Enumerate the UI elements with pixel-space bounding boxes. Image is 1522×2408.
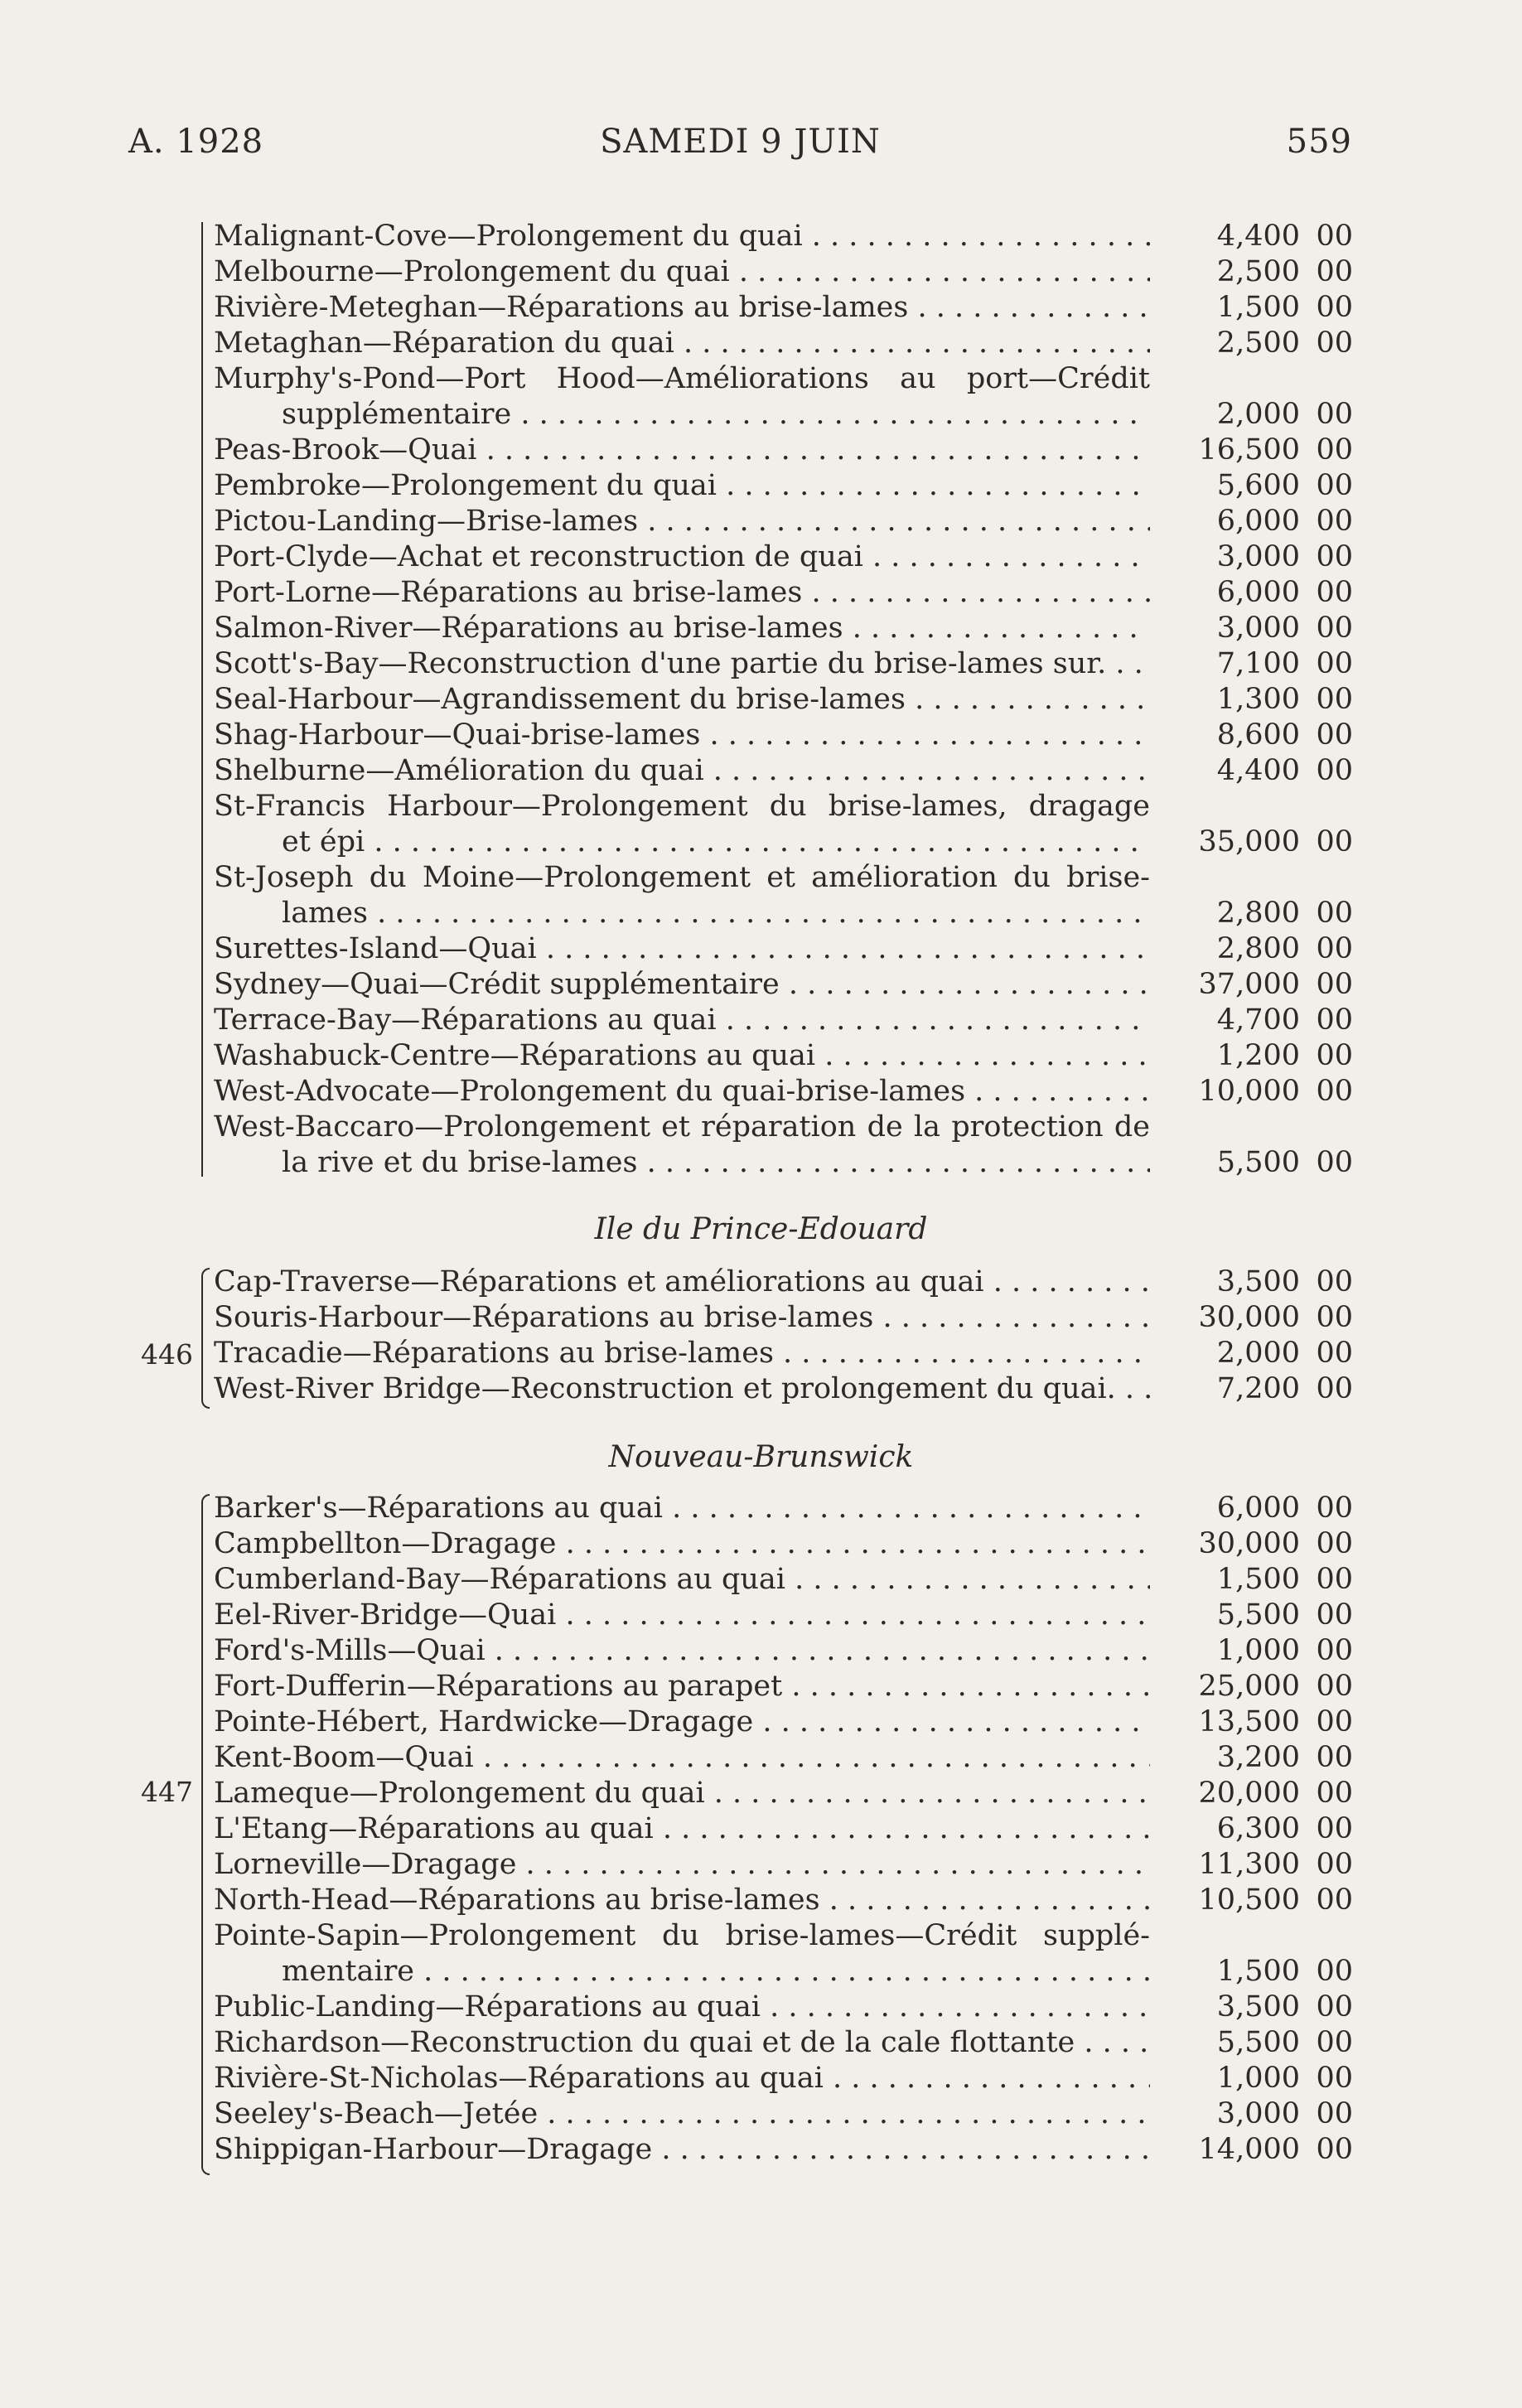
entry-amount bbox=[1154, 2132, 1353, 2168]
entry-line bbox=[214, 1003, 1353, 1038]
entry-amount bbox=[1154, 397, 1353, 433]
entry-amount bbox=[1154, 824, 1353, 860]
entry-amount bbox=[1154, 967, 1353, 1003]
amount-cents: 00 bbox=[1316, 220, 1353, 253]
entry-line bbox=[214, 1811, 1353, 1847]
entry-description: Malignant-Cove—Prolongement du quai . . . bbox=[214, 219, 1150, 254]
entry-line bbox=[214, 2061, 1353, 2096]
entry-line bbox=[214, 1145, 1353, 1181]
entry-line bbox=[214, 1669, 1353, 1704]
amount-dollars: 2,800 bbox=[1216, 932, 1300, 965]
amount-dollars: 4,400 bbox=[1216, 220, 1300, 253]
entry-line bbox=[214, 1598, 1353, 1633]
entry-line bbox=[214, 896, 1353, 931]
entry-line bbox=[214, 931, 1353, 967]
amount-cents: 00 bbox=[1316, 2026, 1353, 2059]
amount-dollars: 1,300 bbox=[1216, 683, 1300, 716]
entry-amount bbox=[1154, 718, 1353, 753]
entry-description: Salmon-River—Réparations au brise-lames . . . bbox=[214, 611, 1150, 646]
amount-dollars: 4,700 bbox=[1216, 1003, 1300, 1037]
amount-dollars: 10,500 bbox=[1198, 1883, 1300, 1917]
entry-line bbox=[214, 1264, 1353, 1300]
entry-line bbox=[214, 646, 1353, 682]
entry-description: St-Joseph du Moine—Prolongement et amélioration du brise- bbox=[214, 861, 1150, 894]
amount-cents: 00 bbox=[1316, 1039, 1353, 1072]
entry-description: Seeley's-Beach—Jetée . . . bbox=[214, 2096, 1150, 2132]
entry-line bbox=[214, 1371, 1353, 1407]
amount-cents: 00 bbox=[1316, 1741, 1353, 1774]
entry-description: Eel-River-Bridge—Quai . . . bbox=[214, 1598, 1150, 1633]
entry-amount bbox=[1154, 2096, 1353, 2132]
amount-dollars: 5,500 bbox=[1216, 2026, 1300, 2059]
amount-dollars: 2,500 bbox=[1216, 255, 1300, 288]
amount-cents: 00 bbox=[1316, 647, 1353, 680]
entry-line bbox=[214, 682, 1353, 718]
entry-amount bbox=[1154, 2025, 1353, 2061]
amount-cents: 00 bbox=[1316, 1812, 1353, 1845]
amount-cents: 00 bbox=[1316, 932, 1353, 965]
amount-cents: 00 bbox=[1316, 1146, 1353, 1179]
section-title-nouveau-brunswick: Nouveau-Brunswick bbox=[608, 1440, 914, 1474]
entry-line bbox=[214, 1300, 1353, 1336]
amount-cents: 00 bbox=[1316, 2062, 1353, 2095]
entry-description: Kent-Boom—Quai . . . bbox=[214, 1740, 1150, 1776]
entry-line bbox=[214, 1954, 1353, 1990]
amount-cents: 00 bbox=[1316, 469, 1353, 502]
amount-cents: 00 bbox=[1316, 398, 1353, 431]
amount-dollars: 3,000 bbox=[1216, 2097, 1300, 2130]
amount-dollars: 6,000 bbox=[1216, 576, 1300, 609]
amount-dollars: 1,500 bbox=[1216, 291, 1300, 324]
group-bracket bbox=[201, 222, 210, 1177]
entry-line bbox=[214, 1633, 1353, 1669]
entry-line bbox=[214, 504, 1353, 539]
amount-cents: 00 bbox=[1316, 1563, 1353, 1596]
entry-description: Port-Clyde—Achat et reconstruction de quai . . . bbox=[214, 539, 1150, 575]
entry-description: Sydney—Quai—Crédit supplémentaire . . . bbox=[214, 967, 1150, 1003]
amount-cents: 00 bbox=[1316, 1883, 1353, 1917]
entry-description: Pointe-Sapin—Prolongement du brise-lames—Crédit supplé- bbox=[214, 1919, 1150, 1952]
amount-dollars: 1,000 bbox=[1216, 1634, 1300, 1667]
amount-cents: 00 bbox=[1316, 1634, 1353, 1667]
entry-amount bbox=[1154, 1145, 1353, 1181]
entry-line bbox=[214, 397, 1353, 433]
entry-description: Melbourne—Prolongement du quai . . . bbox=[214, 254, 1150, 290]
entry-description: Tracadie—Réparations au brise-lames . . . bbox=[214, 1336, 1150, 1371]
vote-number: 446 bbox=[141, 1338, 193, 1371]
entry-description: Cumberland-Bay—Réparations au quai . . . bbox=[214, 1562, 1150, 1598]
entry-list bbox=[214, 1264, 1353, 1407]
amount-cents: 00 bbox=[1316, 897, 1353, 930]
entry-line bbox=[214, 611, 1353, 646]
entry-description: Shippigan-Harbour—Dragage . . . bbox=[214, 2132, 1150, 2168]
amount-cents: 00 bbox=[1316, 754, 1353, 787]
entry-amount bbox=[1154, 1598, 1353, 1633]
entry-line bbox=[214, 1883, 1353, 1918]
amount-dollars: 20,000 bbox=[1198, 1777, 1300, 1810]
amount-cents: 00 bbox=[1316, 968, 1353, 1001]
amount-cents: 00 bbox=[1316, 505, 1353, 538]
entry-description: West-River Bridge—Reconstruction et prolongement du quai. . . . bbox=[214, 1371, 1150, 1407]
entry-list bbox=[214, 1491, 1353, 2168]
entry-description: Rivière-St-Nicholas—Réparations au quai . . . bbox=[214, 2061, 1150, 2096]
entry-description: Washabuck-Centre—Réparations au quai . . . bbox=[214, 1038, 1150, 1074]
amount-dollars: 1,200 bbox=[1216, 1039, 1300, 1072]
entry-line bbox=[214, 789, 1353, 824]
entry-amount bbox=[1154, 219, 1353, 254]
entry-description: Ford's-Mills—Quai . . . bbox=[214, 1633, 1150, 1669]
amount-dollars: 4,400 bbox=[1216, 754, 1300, 787]
entry-line bbox=[214, 254, 1353, 290]
entry-description: Lameque—Prolongement du quai . . . bbox=[214, 1776, 1150, 1811]
amount-dollars: 1,500 bbox=[1216, 1955, 1300, 1988]
entry-description: Barker's—Réparations au quai . . . bbox=[214, 1491, 1150, 1526]
entry-line bbox=[214, 1336, 1353, 1371]
entry-amount bbox=[1154, 1633, 1353, 1669]
entry-amount bbox=[1154, 1811, 1353, 1847]
amount-dollars: 13,500 bbox=[1198, 1705, 1300, 1738]
entry-line bbox=[214, 1918, 1353, 1954]
entry-amount bbox=[1154, 326, 1353, 361]
amount-dollars: 1,500 bbox=[1216, 1563, 1300, 1596]
amount-cents: 00 bbox=[1316, 1955, 1353, 1988]
amount-cents: 00 bbox=[1316, 1265, 1353, 1298]
amount-dollars: 2,800 bbox=[1216, 897, 1300, 930]
amount-cents: 00 bbox=[1316, 1003, 1353, 1037]
entry-amount bbox=[1154, 1371, 1353, 1407]
entry-amount bbox=[1154, 1669, 1353, 1704]
amount-dollars: 37,000 bbox=[1198, 968, 1300, 1001]
amount-dollars: 2,000 bbox=[1216, 398, 1300, 431]
entry-line bbox=[214, 1562, 1353, 1598]
pei-estimates-group bbox=[0, 1264, 1522, 1412]
entry-list bbox=[214, 219, 1353, 1181]
new-brunswick-estimates-group bbox=[0, 1491, 1522, 2178]
entry-description: Metaghan—Réparation du quai . . . bbox=[214, 326, 1150, 361]
amount-dollars: 25,000 bbox=[1198, 1670, 1300, 1703]
amount-cents: 00 bbox=[1316, 2097, 1353, 2130]
entry-line bbox=[214, 824, 1353, 860]
entry-description: Rivière-Meteghan—Réparations au brise-lames . . . bbox=[214, 290, 1150, 326]
entry-amount bbox=[1154, 539, 1353, 575]
entry-line bbox=[214, 1074, 1353, 1110]
entry-line bbox=[214, 1526, 1353, 1562]
amount-cents: 00 bbox=[1316, 291, 1353, 324]
entry-amount bbox=[1154, 1038, 1353, 1074]
entry-description: Surettes-Island—Quai . . . bbox=[214, 931, 1150, 967]
amount-cents: 00 bbox=[1316, 1337, 1353, 1370]
entry-description: Fort-Dufferin—Réparations au parapet . . . bbox=[214, 1669, 1150, 1704]
amount-dollars: 3,500 bbox=[1216, 1265, 1300, 1298]
entry-description: North-Head—Réparations au brise-lames . . . bbox=[214, 1883, 1150, 1918]
entry-amount bbox=[1154, 1990, 1353, 2025]
amount-cents: 00 bbox=[1316, 612, 1353, 645]
entry-description: Peas-Brook—Quai . . . bbox=[214, 433, 1150, 468]
entry-line bbox=[214, 326, 1353, 361]
amount-dollars: 8,600 bbox=[1216, 718, 1300, 752]
amount-dollars: 7,100 bbox=[1216, 647, 1300, 680]
vote-number: 447 bbox=[141, 1776, 193, 1808]
entry-amount bbox=[1154, 1003, 1353, 1038]
entry-line bbox=[214, 2132, 1353, 2168]
amount-dollars: 3,200 bbox=[1216, 1741, 1300, 1774]
entry-line bbox=[214, 290, 1353, 326]
amount-cents: 00 bbox=[1316, 1990, 1353, 2024]
entry-line bbox=[214, 2025, 1353, 2061]
entry-description: mentaire . . . bbox=[214, 1954, 1150, 1990]
amount-cents: 00 bbox=[1316, 326, 1353, 360]
entry-line bbox=[214, 1990, 1353, 2025]
amount-cents: 00 bbox=[1316, 1705, 1353, 1738]
amount-dollars: 5,600 bbox=[1216, 469, 1300, 502]
page-number: 559 bbox=[1286, 123, 1352, 161]
entry-line bbox=[214, 361, 1353, 397]
entry-amount bbox=[1154, 682, 1353, 718]
amount-dollars: 35,000 bbox=[1198, 825, 1300, 858]
nova-scotia-estimates-group bbox=[0, 219, 1522, 1180]
entry-line bbox=[214, 219, 1353, 254]
amount-dollars: 14,000 bbox=[1198, 2133, 1300, 2166]
entry-amount bbox=[1154, 1491, 1353, 1526]
entry-amount bbox=[1154, 290, 1353, 326]
entry-description: et épi . . . bbox=[214, 824, 1150, 860]
entry-line bbox=[214, 718, 1353, 753]
amount-cents: 00 bbox=[1316, 1848, 1353, 1881]
amount-dollars: 3,500 bbox=[1216, 1990, 1300, 2024]
entry-description: Seal-Harbour—Agrandissement du brise-lames . . . bbox=[214, 682, 1150, 718]
entry-description: West-Advocate—Prolongement du quai-brise-lames . . . bbox=[214, 1074, 1150, 1110]
amount-cents: 00 bbox=[1316, 433, 1353, 467]
entry-line bbox=[214, 1110, 1353, 1145]
amount-dollars: 30,000 bbox=[1198, 1527, 1300, 1560]
entry-line bbox=[214, 539, 1353, 575]
entry-description: Richardson—Reconstruction du quai et de la cale flottante . . . bbox=[214, 2025, 1150, 2061]
entry-description: Scott's-Bay—Reconstruction d'une partie du brise-lames sur. . . . bbox=[214, 646, 1150, 682]
entry-amount bbox=[1154, 254, 1353, 290]
page-header bbox=[128, 123, 1352, 167]
entry-description: Souris-Harbour—Réparations au brise-lames . . . bbox=[214, 1300, 1150, 1336]
entry-description: Port-Lorne—Réparations au brise-lames . . . bbox=[214, 575, 1150, 611]
amount-dollars: 3,000 bbox=[1216, 612, 1300, 645]
amount-cents: 00 bbox=[1316, 1301, 1353, 1334]
amount-dollars: 5,500 bbox=[1216, 1598, 1300, 1632]
entry-description: St-Francis Harbour—Prolongement du brise-lames, dragage bbox=[214, 790, 1150, 823]
entry-amount bbox=[1154, 1526, 1353, 1562]
section-title-ile-du-prince-edouard: Ile du Prince-Edouard bbox=[594, 1212, 928, 1246]
entry-line bbox=[214, 1704, 1353, 1740]
entry-amount bbox=[1154, 1300, 1353, 1336]
entry-amount bbox=[1154, 433, 1353, 468]
entry-line bbox=[214, 575, 1353, 611]
amount-dollars: 10,000 bbox=[1198, 1075, 1300, 1108]
entry-amount bbox=[1154, 468, 1353, 504]
amount-dollars: 30,000 bbox=[1198, 1301, 1300, 1334]
amount-dollars: 6,000 bbox=[1216, 1492, 1300, 1525]
amount-dollars: 7,200 bbox=[1216, 1372, 1300, 1405]
entry-line bbox=[214, 1776, 1353, 1811]
session-year: A. 1928 bbox=[128, 123, 264, 161]
amount-cents: 00 bbox=[1316, 1670, 1353, 1703]
entry-description: Cap-Traverse—Réparations et améliorations au quai . . . bbox=[214, 1264, 1150, 1300]
entry-amount bbox=[1154, 1883, 1353, 1918]
amount-dollars: 2,000 bbox=[1216, 1337, 1300, 1370]
entry-description: Lorneville—Dragage . . . bbox=[214, 1847, 1150, 1883]
entry-amount bbox=[1154, 1704, 1353, 1740]
amount-dollars: 6,300 bbox=[1216, 1812, 1300, 1845]
amount-cents: 00 bbox=[1316, 2133, 1353, 2166]
entry-line bbox=[214, 433, 1353, 468]
entry-description: la rive et du brise-lames . . . bbox=[214, 1145, 1150, 1181]
entry-description: Terrace-Bay—Réparations au quai . . . bbox=[214, 1003, 1150, 1038]
entry-line bbox=[214, 1491, 1353, 1526]
amount-cents: 00 bbox=[1316, 1372, 1353, 1405]
entry-line bbox=[214, 1847, 1353, 1883]
entry-amount bbox=[1154, 575, 1353, 611]
entry-line bbox=[214, 2096, 1353, 2132]
entry-amount bbox=[1154, 1336, 1353, 1371]
amount-dollars: 2,500 bbox=[1216, 326, 1300, 360]
amount-cents: 00 bbox=[1316, 1075, 1353, 1108]
entry-description: West-Baccaro—Prolongement et réparation de la protection de bbox=[214, 1110, 1150, 1144]
amount-cents: 00 bbox=[1316, 1492, 1353, 1525]
amount-cents: 00 bbox=[1316, 576, 1353, 609]
entry-amount bbox=[1154, 646, 1353, 682]
entry-description: supplémentaire . . . bbox=[214, 397, 1150, 433]
entry-amount bbox=[1154, 611, 1353, 646]
entry-amount bbox=[1154, 1740, 1353, 1776]
group-brace bbox=[201, 1494, 210, 2175]
entry-amount bbox=[1154, 1264, 1353, 1300]
amount-cents: 00 bbox=[1316, 825, 1353, 858]
entry-amount bbox=[1154, 896, 1353, 931]
entry-description: Shelburne—Amélioration du quai . . . bbox=[214, 753, 1150, 789]
amount-cents: 00 bbox=[1316, 683, 1353, 716]
amount-cents: 00 bbox=[1316, 1527, 1353, 1560]
entry-line bbox=[214, 967, 1353, 1003]
amount-dollars: 6,000 bbox=[1216, 505, 1300, 538]
entry-amount bbox=[1154, 1954, 1353, 1990]
entry-line bbox=[214, 1038, 1353, 1074]
entry-amount bbox=[1154, 1074, 1353, 1110]
group-brace bbox=[201, 1268, 210, 1409]
entry-line bbox=[214, 753, 1353, 789]
entry-amount bbox=[1154, 1847, 1353, 1883]
entry-amount bbox=[1154, 1776, 1353, 1811]
amount-dollars: 11,300 bbox=[1198, 1848, 1300, 1881]
entry-amount bbox=[1154, 753, 1353, 789]
entry-description: Public-Landing—Réparations au quai . . . bbox=[214, 1990, 1150, 2025]
entry-description: Pointe-Hébert, Hardwicke—Dragage . . . bbox=[214, 1704, 1150, 1740]
amount-dollars: 16,500 bbox=[1198, 433, 1300, 467]
entry-amount bbox=[1154, 504, 1353, 539]
amount-dollars: 1,000 bbox=[1216, 2062, 1300, 2095]
amount-cents: 00 bbox=[1316, 1598, 1353, 1632]
entry-description: Pembroke—Prolongement du quai . . . bbox=[214, 468, 1150, 504]
entry-line bbox=[214, 1740, 1353, 1776]
amount-cents: 00 bbox=[1316, 718, 1353, 752]
entry-description: lames . . . bbox=[214, 896, 1150, 931]
amount-cents: 00 bbox=[1316, 255, 1353, 288]
entry-description: Shag-Harbour—Quai-brise-lames . . . bbox=[214, 718, 1150, 753]
entry-description: Pictou-Landing—Brise-lames . . . bbox=[214, 504, 1150, 539]
entry-amount bbox=[1154, 931, 1353, 967]
entry-amount bbox=[1154, 1562, 1353, 1598]
page-date-title: SAMEDI 9 JUIN bbox=[600, 123, 881, 161]
entry-line bbox=[214, 860, 1353, 896]
entry-description: Murphy's-Pond—Port Hood—Améliorations au port—Crédit bbox=[214, 362, 1150, 395]
amount-cents: 00 bbox=[1316, 540, 1353, 573]
amount-dollars: 5,500 bbox=[1216, 1146, 1300, 1179]
amount-dollars: 3,000 bbox=[1216, 540, 1300, 573]
amount-cents: 00 bbox=[1316, 1777, 1353, 1810]
entry-description: Campbellton—Dragage . . . bbox=[214, 1526, 1150, 1562]
entry-description: L'Etang—Réparations au quai . . . bbox=[214, 1811, 1150, 1847]
entry-amount bbox=[1154, 2061, 1353, 2096]
entry-line bbox=[214, 468, 1353, 504]
